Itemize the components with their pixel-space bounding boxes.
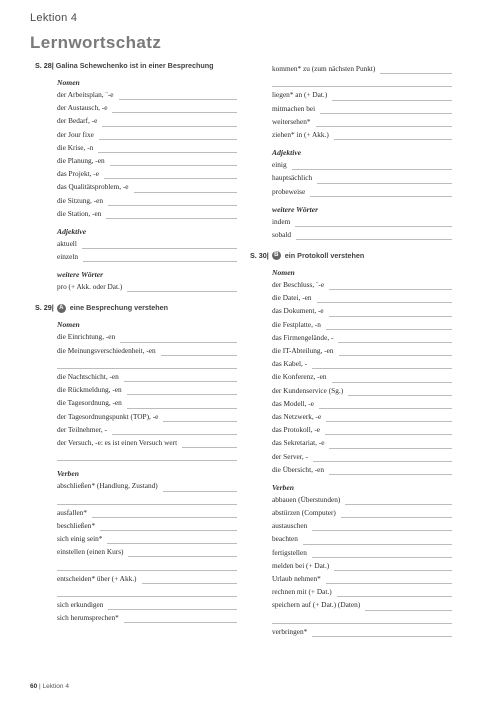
vocab-term: das Protokoll, -e [272,425,321,435]
vocab-term: der Beschluss, ¨-e [272,280,325,290]
vocab-term: die Datei, -en [272,293,312,303]
vocab-term: die Konferenz, -en [272,372,327,382]
vocab-row [272,398,452,411]
page-footer [30,683,69,690]
vocab-term: das Netzwerk, -e [272,411,322,421]
vocab-list [272,494,452,639]
vocab-term: die Einrichtung, -en [57,332,116,342]
vocab-term: die Station, -en [57,208,102,218]
lesson-label: Lektion 4 [30,12,78,24]
vocab-term: melden bei (+ Dat.) [272,560,330,570]
page-title: Lernwortschatz [30,33,162,52]
answer-line [303,544,452,545]
vocab-term [57,451,59,460]
answer-line [57,504,237,505]
section-title: eine Besprechung verstehen [69,303,169,313]
answer-line [312,557,452,558]
vocab-term: speichern auf (+ Dat.) (Daten) [272,600,361,610]
section-heading-s29: S. 29| A eine Besprechung verstehen [35,303,169,313]
answer-line [57,570,237,571]
vocab-term [57,587,59,596]
page-number: 60 [30,683,38,690]
vocab-row [57,371,237,384]
right-column [250,63,452,639]
answer-line [83,261,237,262]
vocab-row [272,305,452,318]
vocab-row [57,437,237,450]
vocab-term: sich einig sein* [57,534,103,544]
answer-line [107,543,237,544]
answer-line [319,408,452,409]
vocab-term: der Kundenservice (Sg.) [272,385,344,395]
vocab-row [57,155,237,168]
vocab-term: die Sitzung, -en [57,195,104,205]
vocab-list [272,159,452,199]
vocab-row [272,76,452,89]
category-weitere-woerter: weitere Wörter [272,204,319,214]
category-adjektive: Adjektive [272,148,302,158]
vocab-list [57,238,235,264]
answer-line [337,596,452,597]
answer-line [345,504,452,505]
answer-line [127,394,237,395]
answer-line [341,517,452,518]
vocab-row [272,424,452,437]
category-nomen: Nomen [57,320,80,330]
vocab-term: das Dokument, -e [272,306,324,316]
vocab-term: sich erkundigen [57,600,104,609]
answer-line [57,368,237,369]
vocab-term: liegen* an (+ Dat.) [272,90,328,100]
vocab-row [57,208,237,221]
answer-line [110,165,237,166]
answer-line [316,126,452,127]
answer-line [82,248,237,249]
vocab-row [57,195,237,208]
vocab-term: abbauen (Überstunden) [272,494,341,504]
vocab-term: einstellen (einen Kurs) [57,547,124,557]
s29-list [35,314,235,625]
left-column [35,60,235,625]
vocab-row [272,451,452,464]
vocab-row [57,411,237,424]
answer-line [329,316,452,317]
vocab-row [57,612,237,625]
answer-line [332,382,452,383]
vocab-term: die Festplatte, -n [272,319,321,329]
vocab-term: abschließen* (Handlung, Zustand) [57,481,158,491]
vocab-term: das Firmengelände, - [272,332,334,342]
vocab-row [272,103,452,116]
answer-line [57,460,237,461]
vocab-term [57,495,59,504]
vocab-row [57,424,237,437]
section-title: Galina Schewchenko ist in einer Besprechung [55,61,214,70]
vocab-row [272,437,452,450]
vocab-row [57,102,237,115]
vocab-term: aktuell [57,238,77,248]
vocab-row [57,573,237,586]
category-verben: Verben [272,482,294,492]
section-heading-s30: S. 30| B ein Protokoll verstehen [250,251,365,261]
answer-line [326,583,452,584]
answer-line [92,517,237,518]
vocab-term: die Rückmeldung, -en [57,385,122,395]
answer-line [313,461,452,462]
answer-line [334,570,452,571]
vocab-row [57,115,237,128]
s28-list [35,72,235,294]
vocab-row [272,345,452,358]
vocab-term: abstürzen (Computer) [272,508,336,518]
vocab-row [57,345,237,358]
answer-line [163,491,237,492]
category-verben: Verben [57,469,79,479]
vocab-term: die Planung, -en [57,155,105,165]
vocab-row [57,520,237,533]
vocab-term: sich herumsprechen* [57,613,119,623]
vocab-term [272,614,274,623]
s30-list [250,262,452,639]
answer-line [292,169,452,170]
vocab-term: das Modell, -e [272,398,314,408]
answer-line [326,329,452,330]
vocab-row [272,172,452,185]
vocab-row [57,129,237,142]
answer-line [380,73,452,74]
answer-line [312,636,452,637]
section-heading-s28: S. 28| Galina Schewchenko ist in einer Besprechung [35,61,214,70]
answer-line [142,583,237,584]
answer-line [296,239,452,240]
vocab-term: austauschen [272,521,308,531]
answer-line [128,556,237,557]
vocab-row [272,573,452,586]
answer-line [329,474,452,475]
answer-line [124,381,237,382]
vocab-row [57,586,237,599]
vocab-row [57,546,237,559]
vocab-row [272,332,452,345]
vocab-term: verbringen* [272,626,308,636]
answer-line [57,596,237,597]
vocab-row [57,281,237,294]
vocab-row [57,331,237,344]
vocab-row [272,292,452,305]
footer-separator: | [39,683,41,690]
vocab-term: einig [272,160,287,170]
vocab-term: beachten [272,534,298,544]
vocab-term: beschließen* [57,520,96,530]
vocab-row [272,533,452,546]
vocab-row [57,533,237,546]
right-top-list [250,63,452,242]
vocab-row [272,159,452,172]
vocab-term: das Projekt, -e [57,169,99,179]
answer-line [163,421,237,422]
answer-line [329,289,452,290]
vocab-term: entscheiden* über (+ Akk.) [57,573,137,583]
vocab-row [57,450,237,463]
answer-line [106,218,237,219]
vocab-row [57,238,237,251]
answer-line [326,421,452,422]
vocab-row [272,216,452,229]
vocab-term: der Austausch, -e [57,103,108,113]
vocab-term: der Jour fixe [57,129,94,139]
vocab-row [57,480,237,493]
vocab-term: das Kabel, - [272,359,308,369]
section-title: ein Protokoll verstehen [284,251,365,261]
answer-line [127,291,237,292]
vocab-list [272,216,452,242]
vocab-row [272,229,452,242]
vocab-term: kommen* zu (zum nächsten Punkt) [272,64,376,73]
answer-line [272,86,452,87]
vocab-term: weitersehen* [272,116,311,126]
answer-line [339,355,452,356]
vocab-row [272,63,452,76]
vocab-list [57,331,235,463]
answer-line [272,623,452,624]
vocab-row [272,358,452,371]
vocab-row [57,507,237,520]
vocab-term: die Übersicht, -en [272,464,325,474]
vocab-term: die Krise, -n [57,142,94,152]
answer-line [98,152,237,153]
answer-line [182,447,237,448]
vocab-term: einzeln [57,252,79,262]
vocab-term: probeweise [272,186,306,196]
vocab-term: pro (+ Akk. oder Dat.) [57,282,123,292]
vocab-term: die Nachtschicht, -en [57,372,119,381]
vocab-term: ausfallen* [57,507,87,517]
vocab-term: die Tagesordnung, -en [57,398,122,408]
answer-line [332,100,452,101]
vocab-row [272,613,452,626]
answer-line [365,610,452,611]
footer-label: Lektion 4 [42,683,69,690]
answer-line [317,183,452,184]
vocab-term: mitmachen bei [272,103,316,113]
vocab-term [57,359,59,368]
answer-line [112,112,237,113]
vocab-row [57,181,237,194]
vocab-term: die Meinungsverschiedenheit, -en [57,345,156,355]
answer-line [102,126,237,127]
vocab-term: der Arbeitsplan, ¨-e [57,90,114,99]
badge-b: B [272,251,281,260]
answer-line [329,448,452,449]
vocab-term: der Versuch, -e: es ist einen Versuch wert [57,437,178,447]
vocab-row [272,626,452,639]
vocab-term: fertigstellen [272,547,307,557]
vocab-term: das Qualitätsproblem, -e [57,182,129,192]
vocab-row [272,129,452,142]
vocab-term: der Teilnehmer, - [57,424,107,434]
category-adjektive: Adjektive [57,226,87,236]
vocab-list [57,281,235,294]
answer-line [334,139,452,140]
vocab-term: rechnen mit (+ Dat.) [272,587,332,597]
vocab-term: hauptsächlich [272,173,313,183]
answer-line [325,434,452,435]
vocab-row [272,586,452,599]
vocab-term: das Sekretariat, -e [272,438,325,448]
answer-line [317,302,452,303]
vocab-list [272,279,452,477]
vocab-row [272,507,452,520]
answer-line [112,434,237,435]
vocab-row [272,494,452,507]
vocab-row [272,371,452,384]
vocab-term: Urlaub nehmen* [272,574,321,583]
answer-line [312,530,452,531]
vocab-row [272,279,452,292]
answer-line [348,395,452,396]
vocab-row [57,142,237,155]
answer-line [120,342,237,343]
vocab-list [57,89,235,221]
vocab-list [57,480,235,625]
vocab-row [57,559,237,572]
answer-line [119,99,237,100]
vocab-row [272,89,452,102]
answer-line [100,530,237,531]
vocab-row [272,520,452,533]
vocab-row [272,547,452,560]
vocab-term [57,560,59,569]
vocab-row [57,89,237,102]
category-nomen: Nomen [272,268,295,278]
vocab-row [57,397,237,410]
vocab-term: der Tagesordnungspunkt (TOP), -e [57,411,159,421]
answer-line [134,192,237,193]
answer-line [104,178,237,179]
vocab-list [272,63,452,142]
vocab-row [272,560,452,573]
answer-line [99,139,237,140]
vocab-row [272,116,452,129]
answer-line [124,622,237,623]
answer-line [127,408,237,409]
category-weitere-woerter: weitere Wörter [57,270,104,280]
vocab-term: die IT-Abteilung, -en [272,346,334,355]
vocab-row [57,358,237,371]
vocab-row [57,599,237,612]
answer-line [108,205,237,206]
answer-line [161,355,237,356]
vocab-row [57,168,237,181]
answer-line [312,368,452,369]
vocab-term: indem [272,216,291,226]
answer-line [320,113,452,114]
vocab-row [272,319,452,332]
answer-line [108,609,237,610]
vocab-term: der Bedarf, -e [57,116,98,126]
badge-a: A [57,304,66,313]
vocab-row [272,411,452,424]
category-nomen: Nomen [57,78,80,87]
vocab-term: sobald [272,229,292,239]
answer-line [295,226,452,227]
vocab-row [57,251,237,264]
vocab-term [272,77,274,86]
vocab-row [272,385,452,398]
vocab-term: der Server, - [272,451,308,461]
vocab-row [272,464,452,477]
answer-line [338,342,452,343]
vocab-row [272,186,452,199]
vocab-term: ziehen* in (+ Akk.) [272,129,329,139]
answer-line [310,196,452,197]
vocab-row [57,494,237,507]
vocab-row [272,599,452,612]
vocab-row [57,384,237,397]
